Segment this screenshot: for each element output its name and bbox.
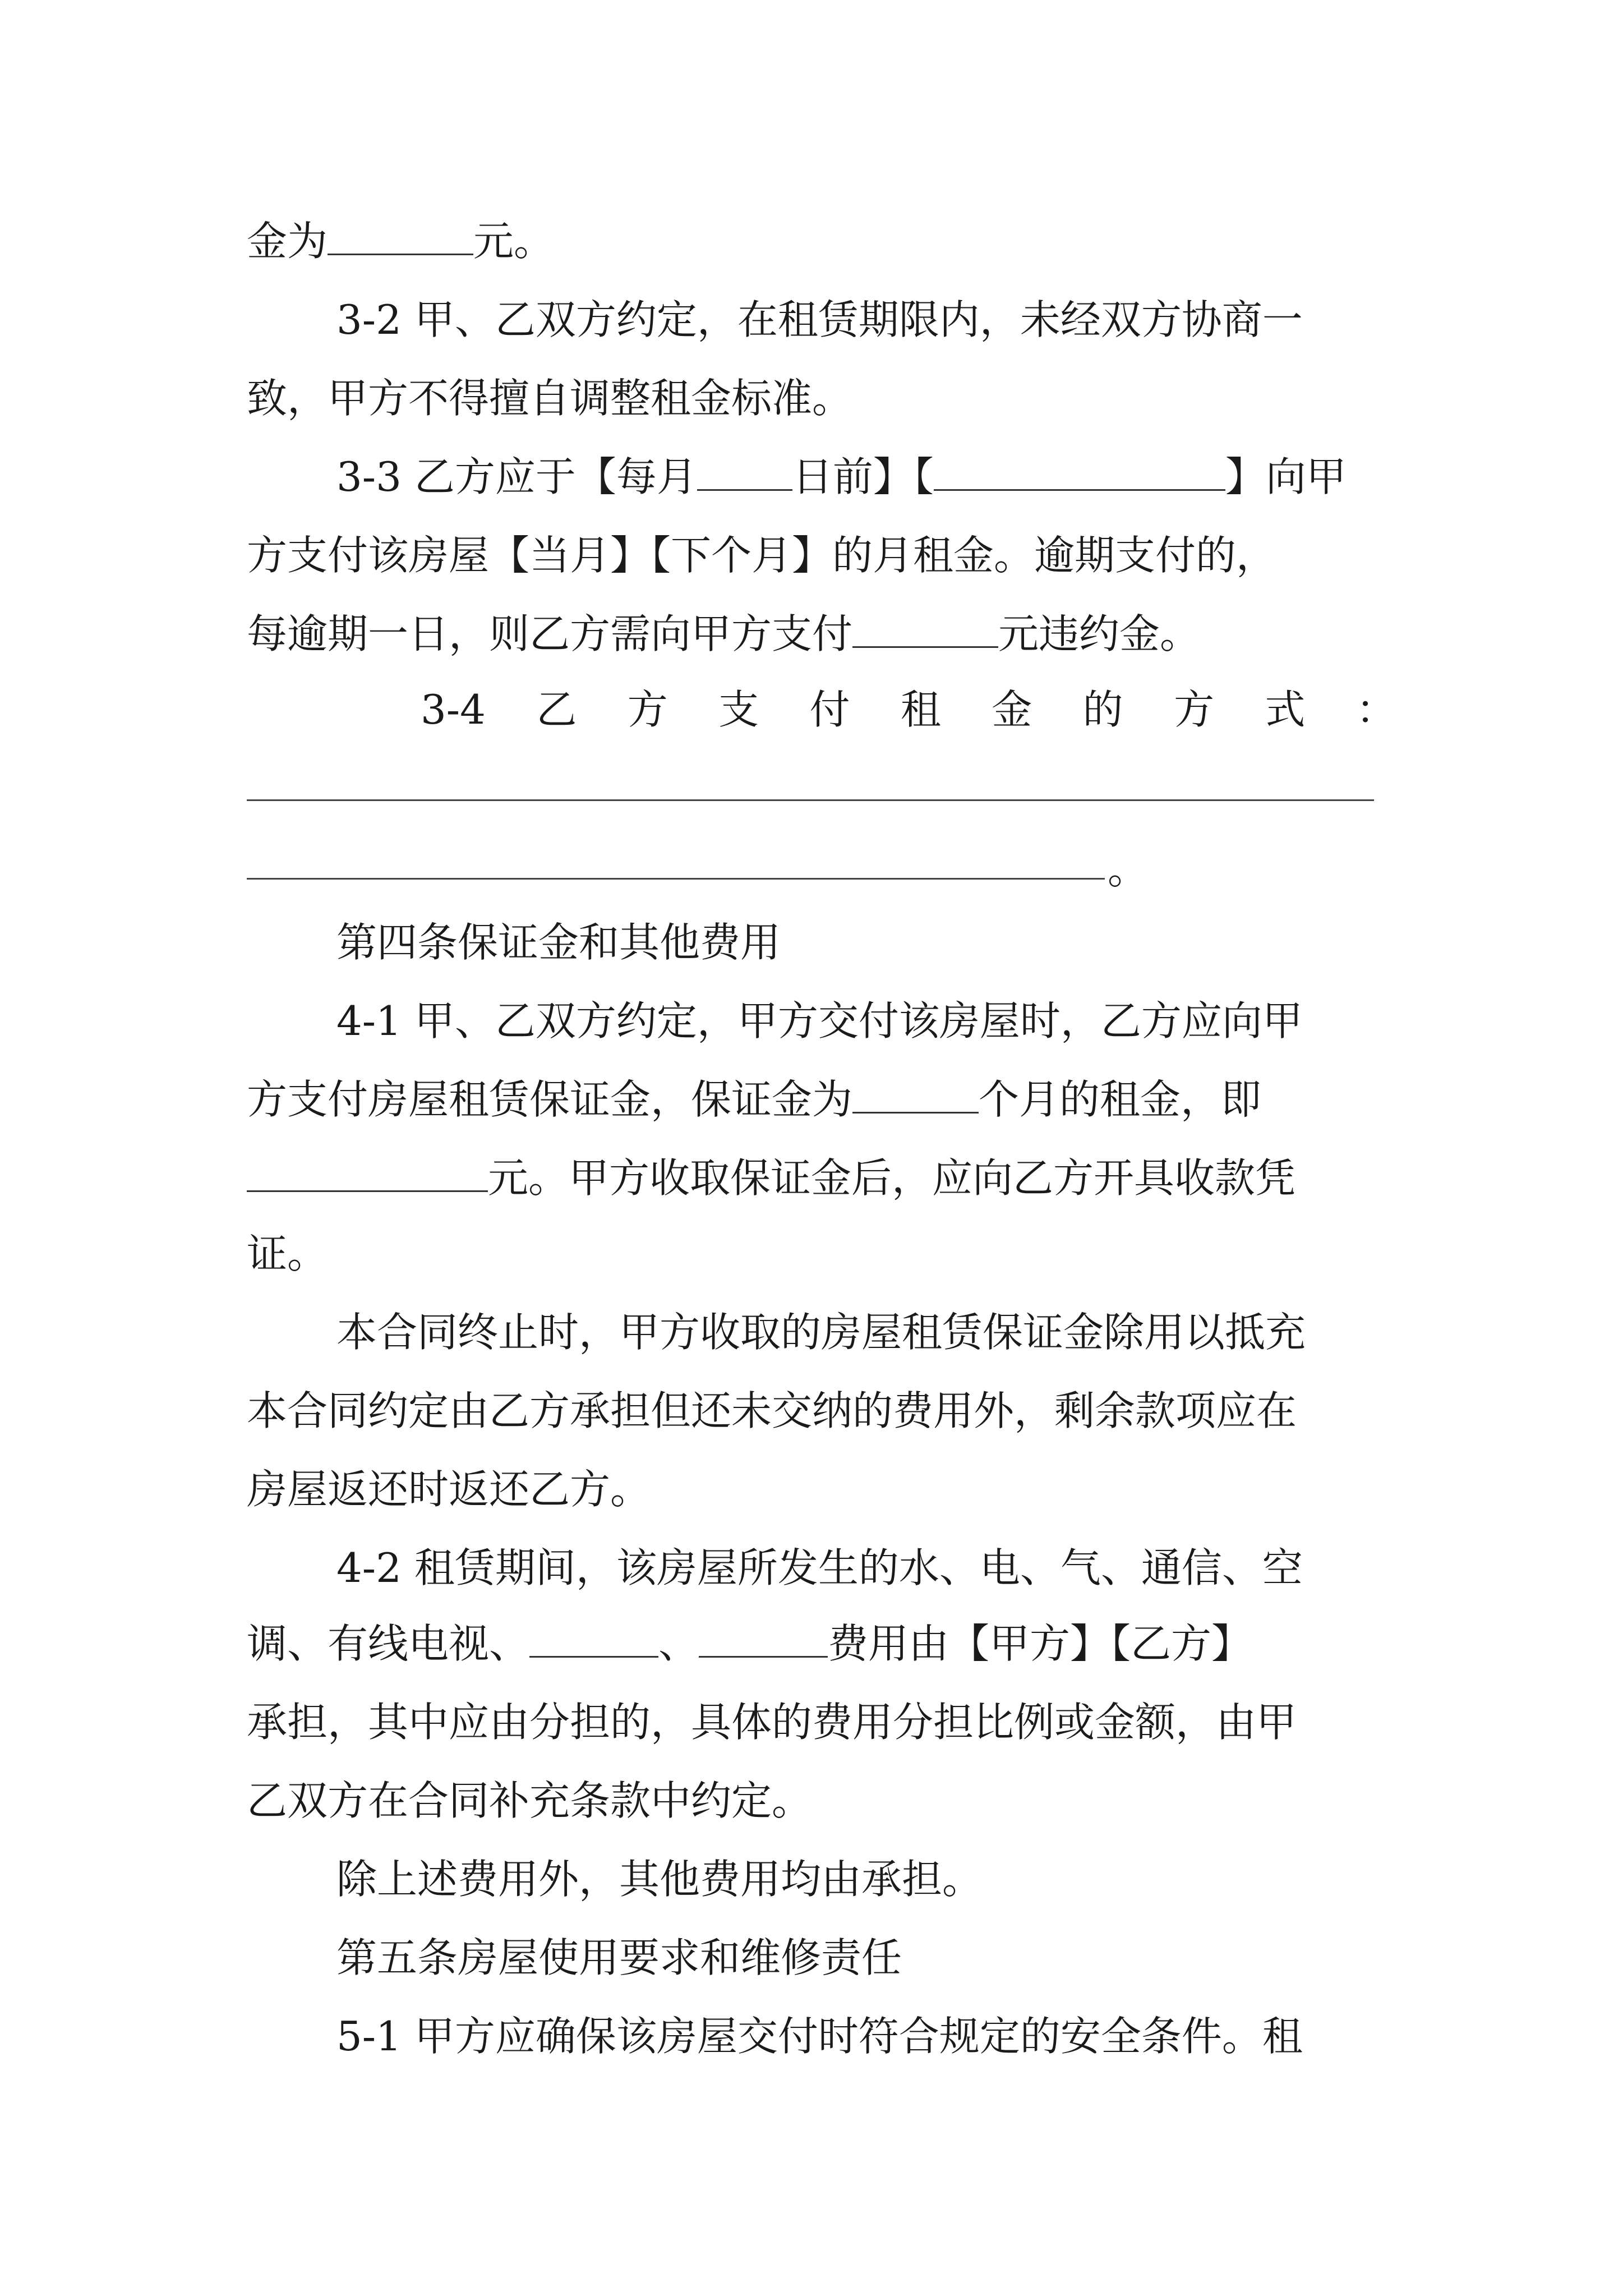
blank-field (529, 1617, 658, 1658)
text-line: 方支付该房屋【当月】【下个月】的月租金。逾期支付的， (247, 532, 1277, 579)
text-line: 3-2 甲、乙双方约定，在租赁期限内，未经双方协商一 (336, 296, 1303, 343)
text-line: 乙双方在合同补充条款中约定。 (247, 1777, 813, 1824)
blank-field (697, 450, 792, 491)
text-line: 承担，其中应由分担的，具体的费用分担比例或金额，由甲 (247, 1699, 1297, 1746)
blank-field (934, 450, 1225, 491)
blank-field (852, 607, 998, 648)
text-segment: 元。 (473, 218, 555, 265)
text-segment: 金为 (247, 218, 328, 265)
text-segment: 方支付房屋租赁保证金，保证金为 (247, 1076, 853, 1123)
text-line (336, 449, 1396, 505)
text-char: 方 (627, 686, 668, 733)
text-segment: 日前】【 (792, 453, 934, 500)
text-line: 证。 (247, 1230, 328, 1277)
text-segment: 3-3 乙方应于【每月 (336, 453, 697, 500)
text-char: ： (1355, 686, 1396, 733)
text-segment: 元。甲方收取保证金后，应向乙方开具收款凭 (488, 1154, 1296, 1202)
blank-field (852, 1073, 979, 1114)
text-line: 5-1 甲方应确保该房屋交付时符合规定的安全条件。租 (336, 2013, 1303, 2060)
text-char: 租 (900, 686, 941, 733)
text-segment: 元违约金。 (998, 610, 1201, 657)
text-char: 3-4 (421, 686, 486, 733)
text-line (247, 1616, 1396, 1672)
text-line: 致，甲方不得擅自调整租金标准。 (247, 375, 853, 422)
text-line (247, 213, 1396, 269)
text-line (247, 1071, 1396, 1128)
text-segment: 个月的租金，即 (979, 1076, 1262, 1123)
blank-rule (247, 799, 1374, 801)
text-char: 式 (1265, 686, 1306, 733)
text-char: 方 (1174, 686, 1215, 733)
text-line (247, 1150, 1396, 1206)
text-line: 除上述费用外，其他费用均由承担。 (336, 1856, 983, 1903)
text-char: 乙 (536, 686, 577, 733)
text-segment: 每逾期一日，则乙方需向甲方支付 (247, 610, 853, 657)
text-line: 4-1 甲、乙双方约定，甲方交付该房屋时，乙方应向甲 (336, 997, 1303, 1045)
text-segment: 、 (658, 1620, 699, 1667)
blank-field (247, 1151, 488, 1192)
text-line: 房屋返还时返还乙方。 (247, 1466, 651, 1513)
text-segment: 】向甲 (1225, 453, 1347, 500)
blank-field (699, 1617, 828, 1658)
text-char: 付 (809, 686, 850, 733)
section-heading: 第四条保证金和其他费用 (336, 919, 781, 966)
text-char: 支 (718, 686, 759, 733)
text-char: 金 (992, 686, 1032, 733)
text-line (247, 606, 1396, 662)
text-segment: 费用由【甲方】【乙方】 (828, 1620, 1252, 1667)
section-heading: 第五条房屋使用要求和维修责任 (336, 1934, 902, 1981)
text-segment: 调、有线电视、 (247, 1620, 530, 1667)
blank-field (328, 214, 473, 255)
text-line: 4-2 租赁期间，该房屋所发生的水、电、气、通信、空 (336, 1544, 1303, 1591)
text-line: 本合同约定由乙方承担但还未交纳的费用外，剩余款项应在 (247, 1387, 1297, 1434)
text-line: 。 (1108, 846, 1149, 893)
text-char: 的 (1082, 686, 1123, 733)
text-line-spaced (421, 682, 1396, 738)
blank-rule (247, 878, 1105, 880)
text-line: 本合同终止时，甲方收取的房屋租赁保证金除用以抵充 (336, 1309, 1306, 1356)
